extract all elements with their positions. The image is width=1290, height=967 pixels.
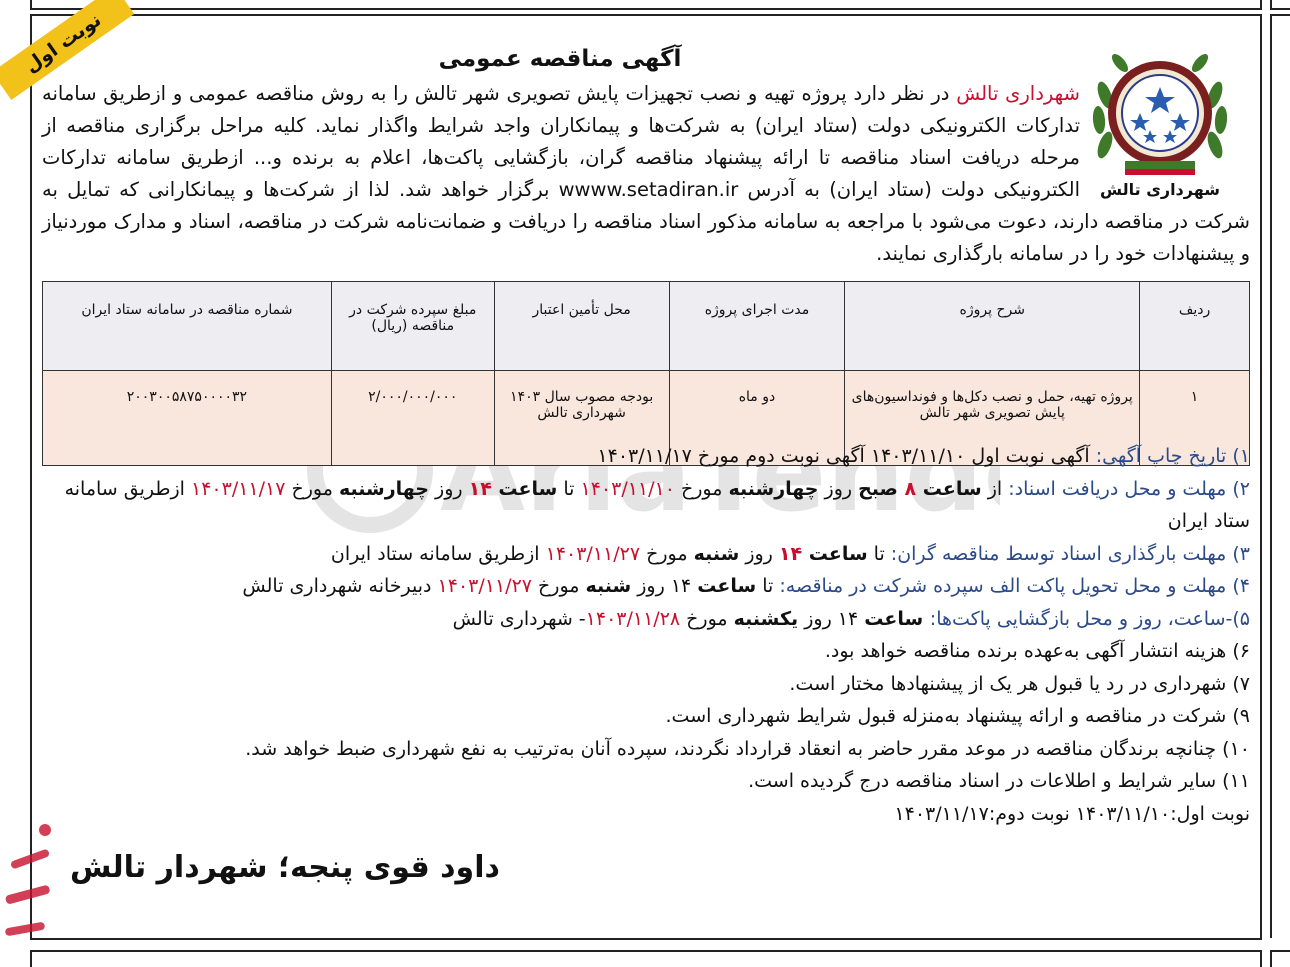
item-text: ۱۴ روز (798, 607, 865, 630)
cell-index: ۱ (1140, 371, 1250, 466)
item-text: ساعت (864, 607, 930, 630)
item-text: تا (867, 542, 891, 565)
item-text: ساعت (916, 477, 982, 500)
tender-table (42, 281, 1250, 466)
item-text: شنبه (693, 542, 740, 565)
item-text: تا (756, 575, 780, 597)
item-text: ۱۴ (468, 477, 492, 500)
item-text: ۸ (904, 477, 917, 500)
header-funding: محل تأمین اعتبار (494, 282, 669, 371)
item-label: ۵)-ساعت، روز و محل بازگشایی پاکت‌ها: (929, 607, 1250, 630)
list-item-forfeit: ۱۰) چنانچه برندگان مناقصه در موعد مقرر حاضر به انعقاد قرارداد نگردند، سپرده آنان به‌ترتیب به نفع شهرداری ضبط خواهد شد. (245, 737, 1250, 760)
watermark-text: AriaTend (440, 408, 984, 536)
list-item-print-date (40, 440, 1250, 473)
intro-body: در نظر دارد پروژه تهیه و نصب تجهیزات پایش تصویری شهر تالش را به روش مناقصه عمومی و ازطریق سامانه تدارکات الکترونیکی دولت (ستاد ایران) به شرکت‌ها و پیمانکاران واجد شرایط واگذار نماید. کلیه مراحل برگزاری مناقصه از مرحله دریافت اسناد مناقصه تا ارائه پیشنهاد مناقصه گران، بازگشایی پاکت‌ها، اعلام به برنده و... ازطریق سامانه تدارکات الکترونیکی دولت (ستاد ایران) به آدرس wwww.setadiran.ir برگزار خواهد شد. لذا از شرکت‌ها و پیمانکارانی که تمایل به شرکت در مناقصه دارند، دعوت می‌شود با مراجعه به سامانه مذکور اسناد مناقصه را دریافت و ضمانت‌نامه شرکت در مناقصه، اسناد و مدارک موردنیاز و پیشنهادات خود را در سامانه بارگذاری نمایند. (42, 82, 1250, 265)
item-text: روز (818, 477, 859, 500)
item-text: ساعت (802, 542, 868, 565)
item-text: مورخ (640, 542, 694, 565)
item-text: چهارشنبه (338, 477, 429, 500)
item-text: ساعت (697, 575, 757, 597)
badge-first-round: نوبت اول (0, 0, 134, 100)
item-text: ازطریق سامانه ستاد ایران (64, 477, 1250, 532)
top-border (30, 0, 1262, 10)
item-text: ۱۴۰۳/۱۱/۱۷ (191, 477, 286, 500)
cell-deposit: ۲/۰۰۰/۰۰۰/۰۰۰ (331, 371, 494, 466)
header-description: شرح پروژه (845, 282, 1140, 371)
item-text: مورخ (285, 477, 339, 500)
list-item-opening (40, 603, 1250, 636)
item-text: روز (429, 477, 469, 500)
item-text: مورخ (680, 607, 734, 630)
item-text: شنبه (585, 575, 632, 597)
item-text: روز (739, 542, 779, 565)
cell-funding: بودجه مصوب سال ۱۴۰۳ شهرداری تالش (494, 371, 669, 466)
item-text: چهارشنبه (728, 477, 819, 500)
item-label: ۲) مهلت و محل دریافت اسناد: (1008, 477, 1250, 500)
list-item-upload-deadline (40, 538, 1250, 571)
list-item-acceptance: ۹) شرکت در مناقصه و ارائه پیشنهاد به‌منزله قبول شرایط شهرداری است. (665, 705, 1250, 727)
item-text: ۱۴ روز (631, 575, 698, 597)
item-text: ازطریق سامانه ستاد ایران (330, 542, 546, 565)
header-deposit: مبلغ سپرده شرکت در مناقصه (ریال) (331, 282, 494, 371)
item-text: مورخ (674, 477, 729, 500)
list-item-ad-cost: ۶) هزینه انتشار آگهی به‌عهده برنده مناقصه خواهد بود. (824, 640, 1250, 662)
item-text: صبح (858, 477, 905, 500)
logo-caption: شهرداری تالش (1099, 180, 1221, 199)
item-label: ۳) مهلت بارگذاری اسناد توسط مناقصه گران: (890, 542, 1250, 565)
intro-paragraph (42, 78, 1250, 270)
item-label: ۴) مهلت و محل تحویل پاکت الف سپرده شرکت در مناقصه: (779, 575, 1250, 597)
bottom-border (30, 950, 1262, 967)
item-text: ۱۴۰۳/۱۱/۲۷ (437, 575, 532, 597)
ad-title: آگهی مناقصه عمومی (438, 46, 682, 72)
item-text: ۱۴۰۳/۱۱/۱۰ (580, 477, 675, 500)
item-text: - شهرداری تالش (452, 607, 586, 630)
list-item-envelope-delivery (40, 570, 1250, 603)
item-text: دبیرخانه شهرداری تالش (242, 575, 438, 597)
cell-duration: دو ماه (669, 371, 845, 466)
right-border (1270, 14, 1290, 938)
item-text: مورخ (531, 575, 586, 597)
conditions-list (40, 440, 1250, 830)
list-item-reject-right: ۷) شهرداری در رد یا قبول هر یک از پیشنهادها مختار است. (789, 672, 1250, 695)
item-text: ۱۴۰۳/۱۱/۲۷ (545, 542, 641, 565)
publication-dates: نوبت اول:۱۴۰۳/۱۱/۱۰ نوبت دوم:۱۴۰۳/۱۱/۱۷ (894, 802, 1250, 825)
header-tender-number: شماره مناقصه در سامانه ستاد ایران (43, 282, 332, 371)
cell-description: پروژه تهیه، حمل و نصب دکل‌ها و فونداسیون‌های پایش تصویری شهر تالش (845, 371, 1140, 466)
list-item-receive-docs (40, 473, 1250, 538)
item-text: ۱۴ (778, 542, 803, 565)
item-label: ۱) تاریخ چاپ آگهی: (1095, 445, 1250, 467)
right-border-top (1270, 0, 1290, 10)
item-text: از (981, 477, 1009, 500)
header-row-number: ردیف (1140, 282, 1250, 371)
side-stamp-icon (0, 810, 60, 965)
item-text: آگهی نوبت اول ۱۴۰۳/۱۱/۱۰ آگهی نوبت دوم مورخ ۱۴۰۳/۱۱/۱۷ (597, 445, 1096, 467)
cell-tender-number: ۲۰۰۳۰۰۵۸۷۵۰۰۰۰۳۲ (43, 371, 332, 466)
header-duration: مدت اجرای پروژه (669, 282, 845, 371)
item-text: ۱۴۰۳/۱۱/۲۸ (585, 607, 681, 630)
bottom-right-border (1270, 950, 1290, 967)
item-text: ساعت (491, 477, 558, 500)
item-text: تا (557, 477, 581, 500)
item-text: یکشنبه (733, 607, 799, 630)
intro-org-name: شهرداری تالش (956, 82, 1080, 105)
list-item-other-info: ۱۱) سایر شرایط و اطلاعات در اسناد مناقصه درج گردیده است. (748, 770, 1250, 792)
signature: داود قوی پنجه؛ شهردار تالش (70, 850, 500, 885)
